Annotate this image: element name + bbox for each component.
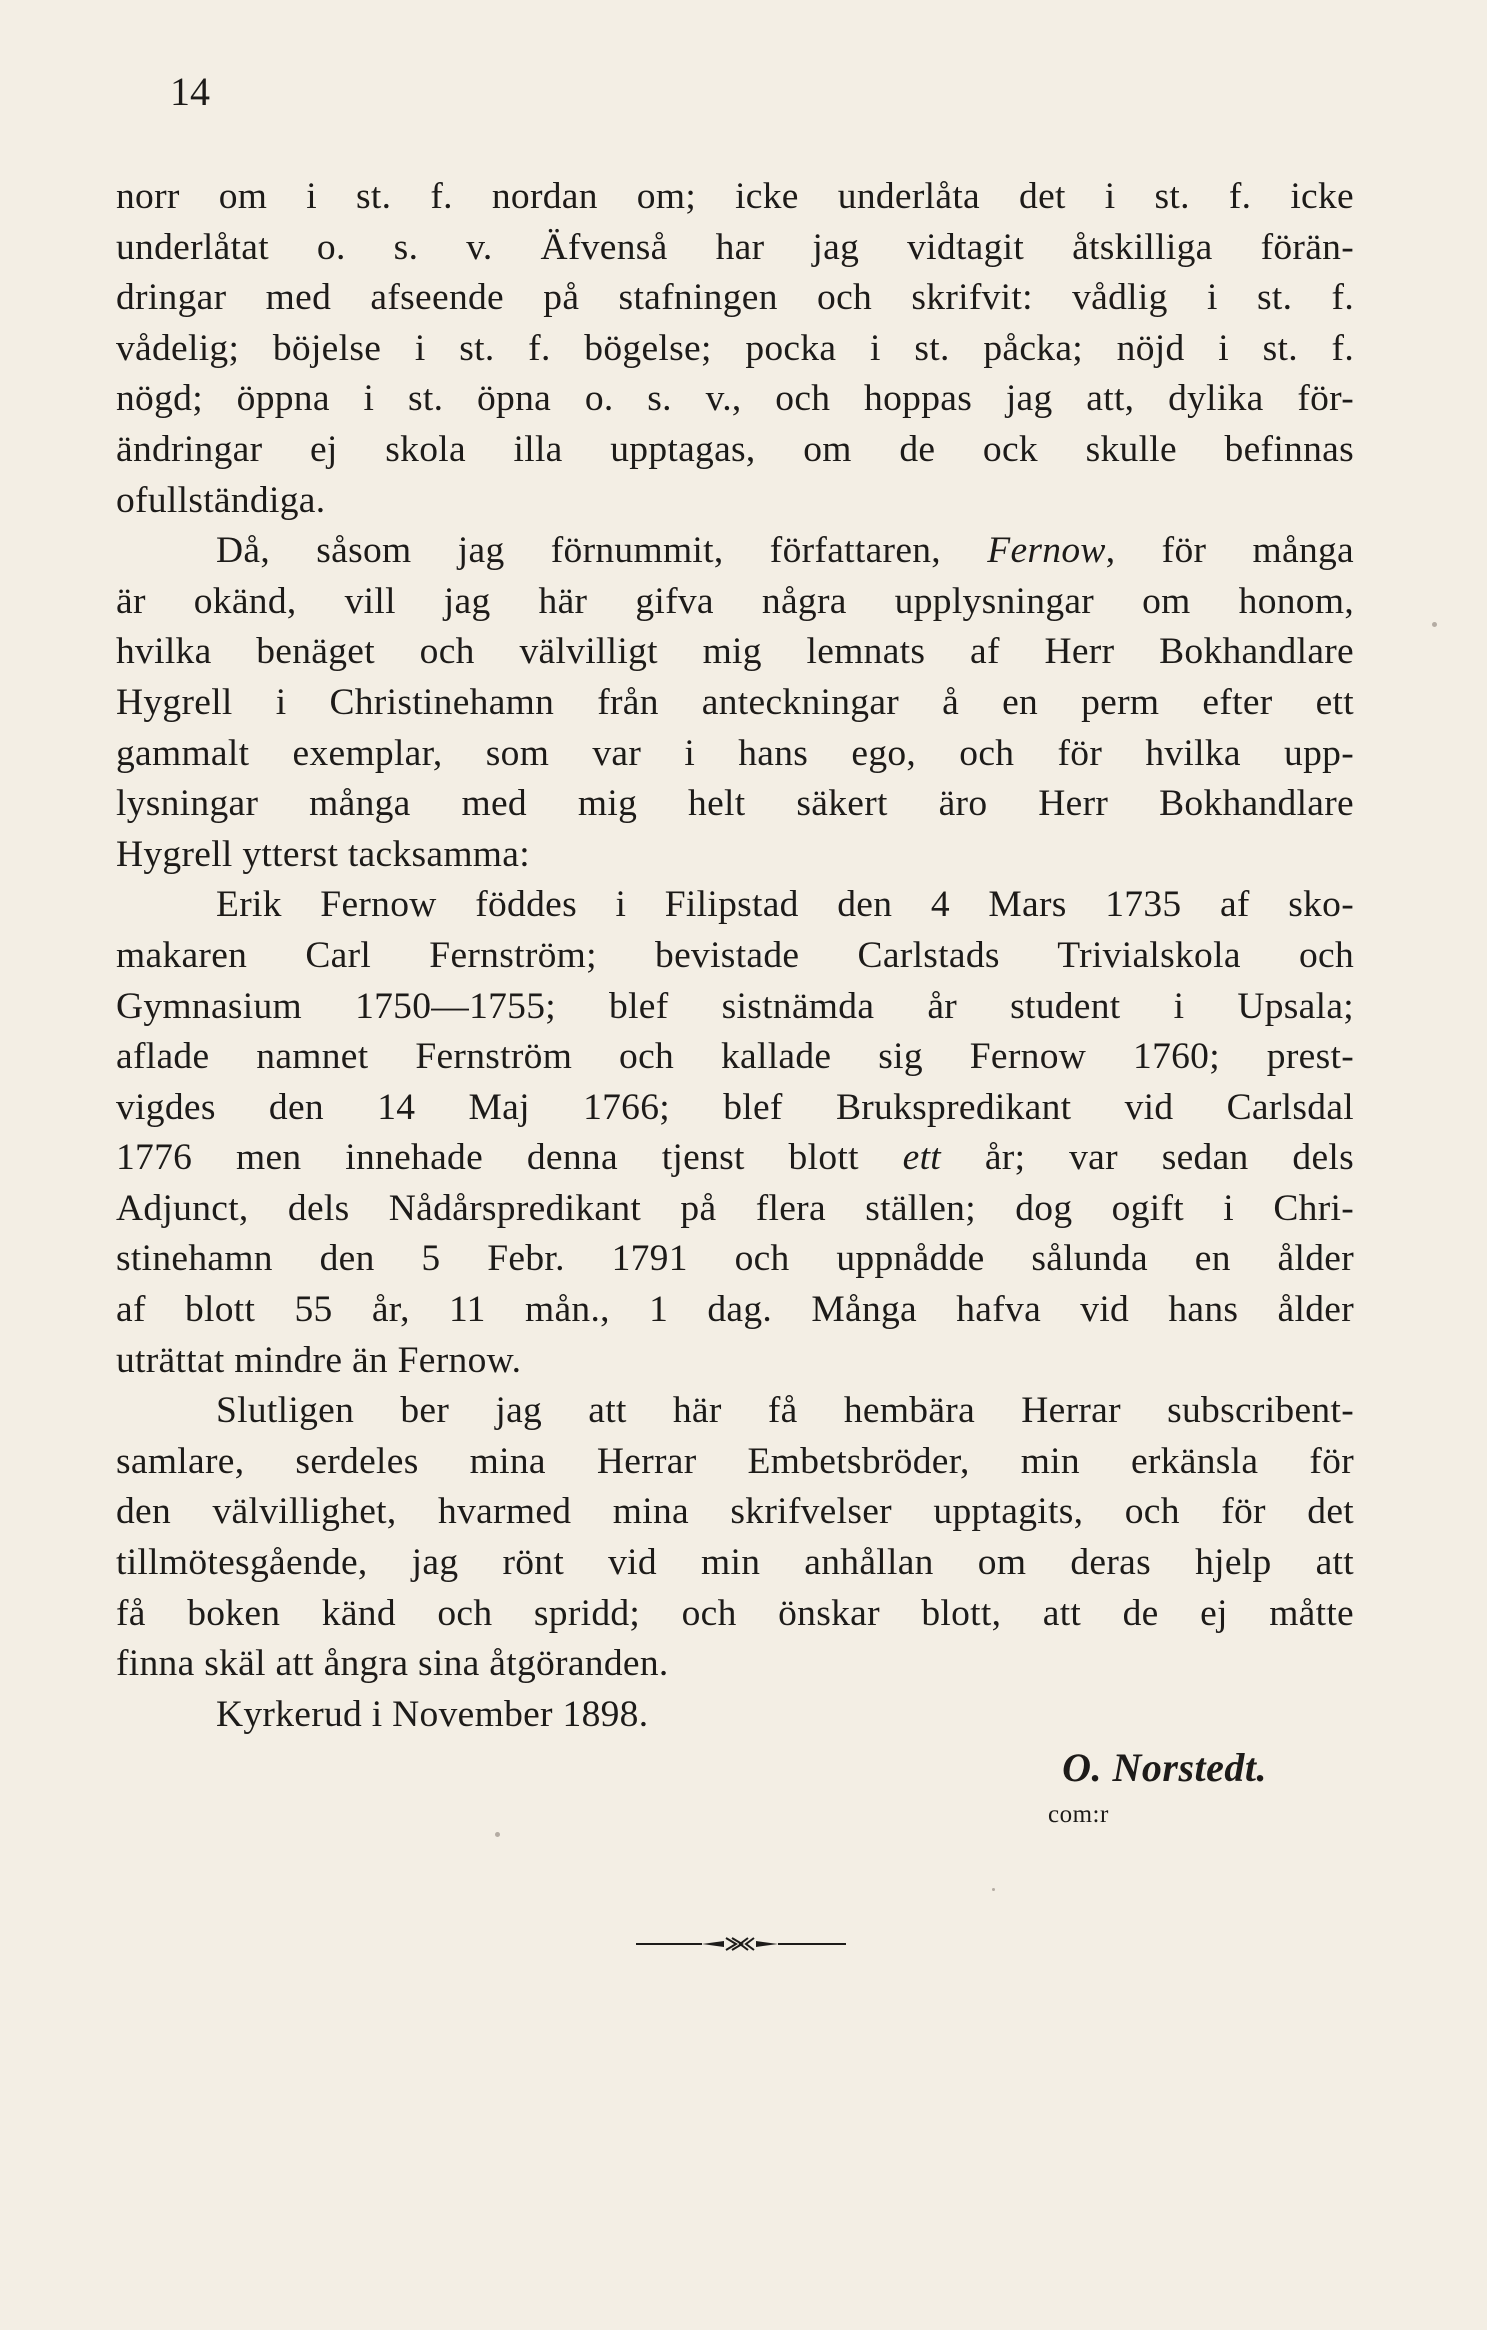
text-line: norr om i st. f. nordan om; icke underlåta det i st. f. icke [116, 176, 1354, 217]
paper-speck [495, 1832, 500, 1837]
author-title: com:r [1048, 1801, 1109, 1828]
text-line: den välvillighet, hvarmed mina skrifvelser upptagits, och för det [116, 1491, 1354, 1533]
text-line: Adjunct, dels Nådårspredikant på flera ställen; dog ogift i Chri- [116, 1187, 1354, 1229]
text-line: uträttat mindre än Fernow. [116, 1339, 522, 1381]
text-line: aflade namnet Fernström och kallade sig Fernow 1760; prest- [116, 1036, 1354, 1078]
text-line [116, 526, 1354, 577]
text-line: vådelig; böjelse i st. f. bögelse; pocka i st. påcka; nöjd i st. f. [116, 327, 1354, 369]
text-line: tillmötesgående, jag rönt vid min anhållan om deras hjelp att [116, 1542, 1354, 1584]
text-segment: Då, såsom jag förnummit, författaren, [216, 530, 988, 572]
end-ornament-icon [636, 1932, 846, 1956]
text-line: hvilka benäget och välvilligt mig lemnats af Herr Bokhandlare [116, 631, 1354, 673]
text-segment: år; var sedan dels [941, 1137, 1355, 1179]
paper-speck [1432, 622, 1437, 627]
paper-speck [992, 1888, 995, 1891]
italic-text: Fernow [987, 530, 1106, 572]
text-line: Hygrell ytterst tacksamma: [116, 833, 530, 875]
text-line: dringar med afseende på stafningen och skrifvit: vådlig i st. f. [116, 277, 1354, 319]
italic-text: ett [902, 1137, 942, 1179]
text-line: lysningar många med mig helt säkert äro Herr Bokhandlare [116, 783, 1354, 825]
text-segment: , för många [1105, 530, 1355, 572]
body-text [116, 172, 1354, 1740]
page-number: 14 [170, 69, 210, 114]
text-line: finna skäl att ångra sina åtgöranden. [116, 1643, 669, 1685]
text-line: Hygrell i Christinehamn från anteckningar å en perm efter ett [116, 681, 1354, 723]
text-line: stinehamn den 5 Febr. 1791 och uppnådde sålunda en ålder [116, 1238, 1354, 1280]
text-line: ofullständiga. [116, 479, 326, 521]
text-line: Slutligen ber jag att här få hembära Herrar subscribent- [216, 1390, 1354, 1432]
text-line: Gymnasium 1750—1755; blef sistnämda år student i Upsala; [116, 985, 1354, 1027]
text-line: underlåtat o. s. v. Äfvenså har jag vidtagit åtskilliga förän- [116, 226, 1354, 268]
text-line: få boken känd och spridd; och önskar blott, att de ej måtte [116, 1592, 1354, 1634]
text-line: af blott 55 år, 11 mån., 1 dag. Många hafva vid hans ålder [116, 1289, 1354, 1331]
text-line: makaren Carl Fernström; bevistade Carlstads Trivialskola och [116, 934, 1354, 976]
text-line [116, 1133, 1354, 1184]
text-line: gammalt exemplar, som var i hans ego, och för hvilka upp- [116, 732, 1354, 774]
text-line: vigdes den 14 Maj 1766; blef Brukspredikant vid Carlsdal [116, 1086, 1354, 1128]
text-line: Erik Fernow föddes i Filipstad den 4 Mars 1735 af sko- [216, 884, 1354, 926]
text-segment: 1776 men innehade denna tjenst blott [116, 1137, 903, 1179]
text-line: ändringar ej skola illa upptagas, om de ock skulle befinnas [116, 428, 1354, 470]
author-signature: O. Norstedt. [1062, 1745, 1267, 1790]
text-line: nögd; öppna i st. öpna o. s. v., och hoppas jag att, dylika för- [116, 378, 1354, 420]
text-line: är okänd, vill jag här gifva några upplysningar om honom, [116, 580, 1354, 622]
text-line: samlare, serdeles mina Herrar Embetsbröder, min erkänsla för [116, 1440, 1354, 1482]
text-line: Kyrkerud i November 1898. [216, 1693, 649, 1735]
